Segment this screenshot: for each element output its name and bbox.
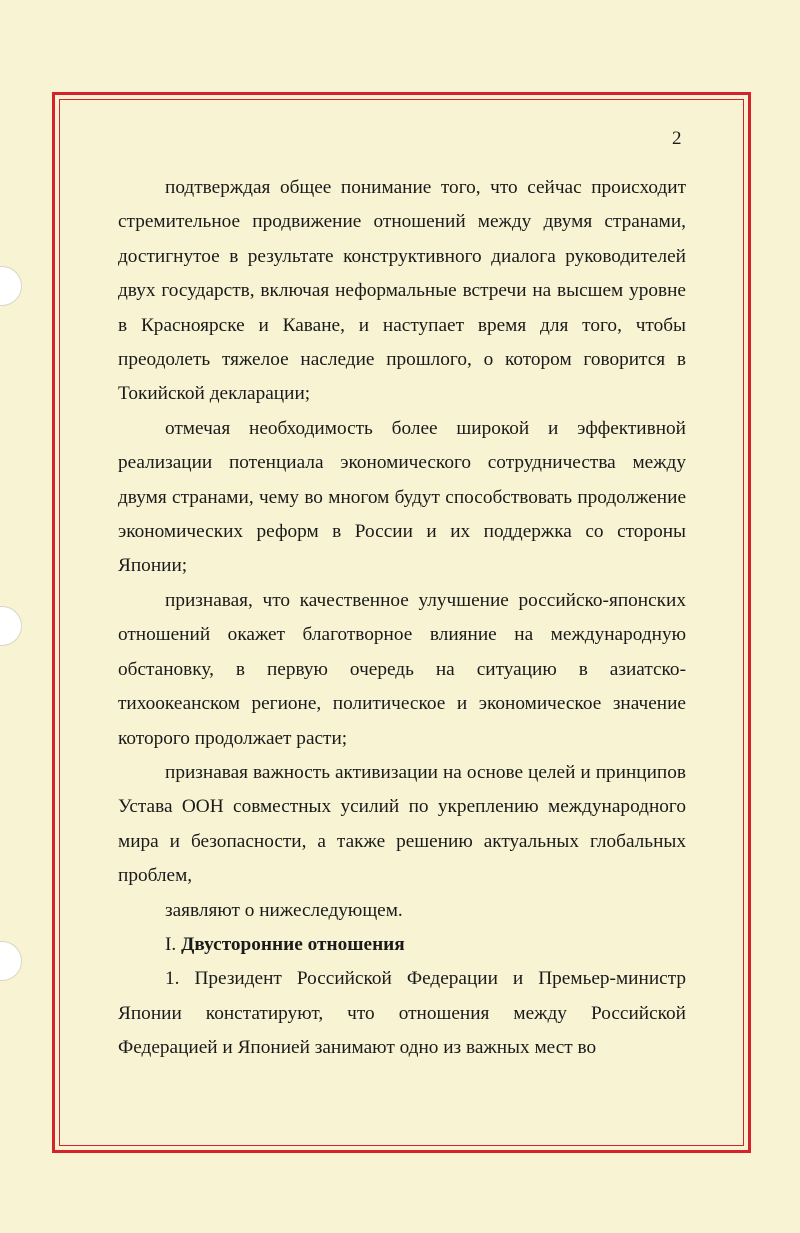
section-number: I. (165, 933, 177, 955)
paragraph: отмечая необходимость более широкой и эффективной реализации потенциала экономического сотрудничества между двумя странами, чему во многом будут способствовать продолжение экономических реформ в России и их поддержка со стороны Японии; (118, 417, 686, 577)
document-body (118, 171, 686, 1066)
paragraph: подтверждая общее понимание того, что сейчас происходит стремительное продвижение отношений между двумя странами, достигнутое в результате конструктивного диалога руководителей двух государств, включая неформальные встречи на высшем уровне в Красноярске и Каване, и наступает время для того, чтобы преодолеть тяжелое наследие прошлого, о котором говорится в Токийской декларации; (118, 177, 686, 405)
paragraph: признавая важность активизации на основе целей и принципов Устава ООН совместных усилий по укреплению международного мира и безопасности, а также решению актуальных глобальных проблем, (118, 761, 686, 887)
paragraph: 1. Президент Российской Федерации и Премьер-министр Японии констатируют, что отношения между Российской Федерацией и Японией занимают одно из важных мест во (118, 968, 686, 1059)
paragraph: признавая, что качественное улучшение российско-японских отношений окажет благотворное влияние на международную обстановку, в первую очередь на ситуацию в азиатско-тихоокеанском регионе, политическое и экономическое значение которого продолжает расти; (118, 589, 686, 749)
section-heading (118, 928, 686, 962)
punch-hole (0, 266, 22, 306)
section-title: Двусторонние отношения (181, 933, 405, 955)
paragraph: заявляют о нижеследующем. (165, 899, 403, 921)
page-number: 2 (672, 128, 682, 149)
punch-hole (0, 606, 22, 646)
punch-hole (0, 941, 22, 981)
